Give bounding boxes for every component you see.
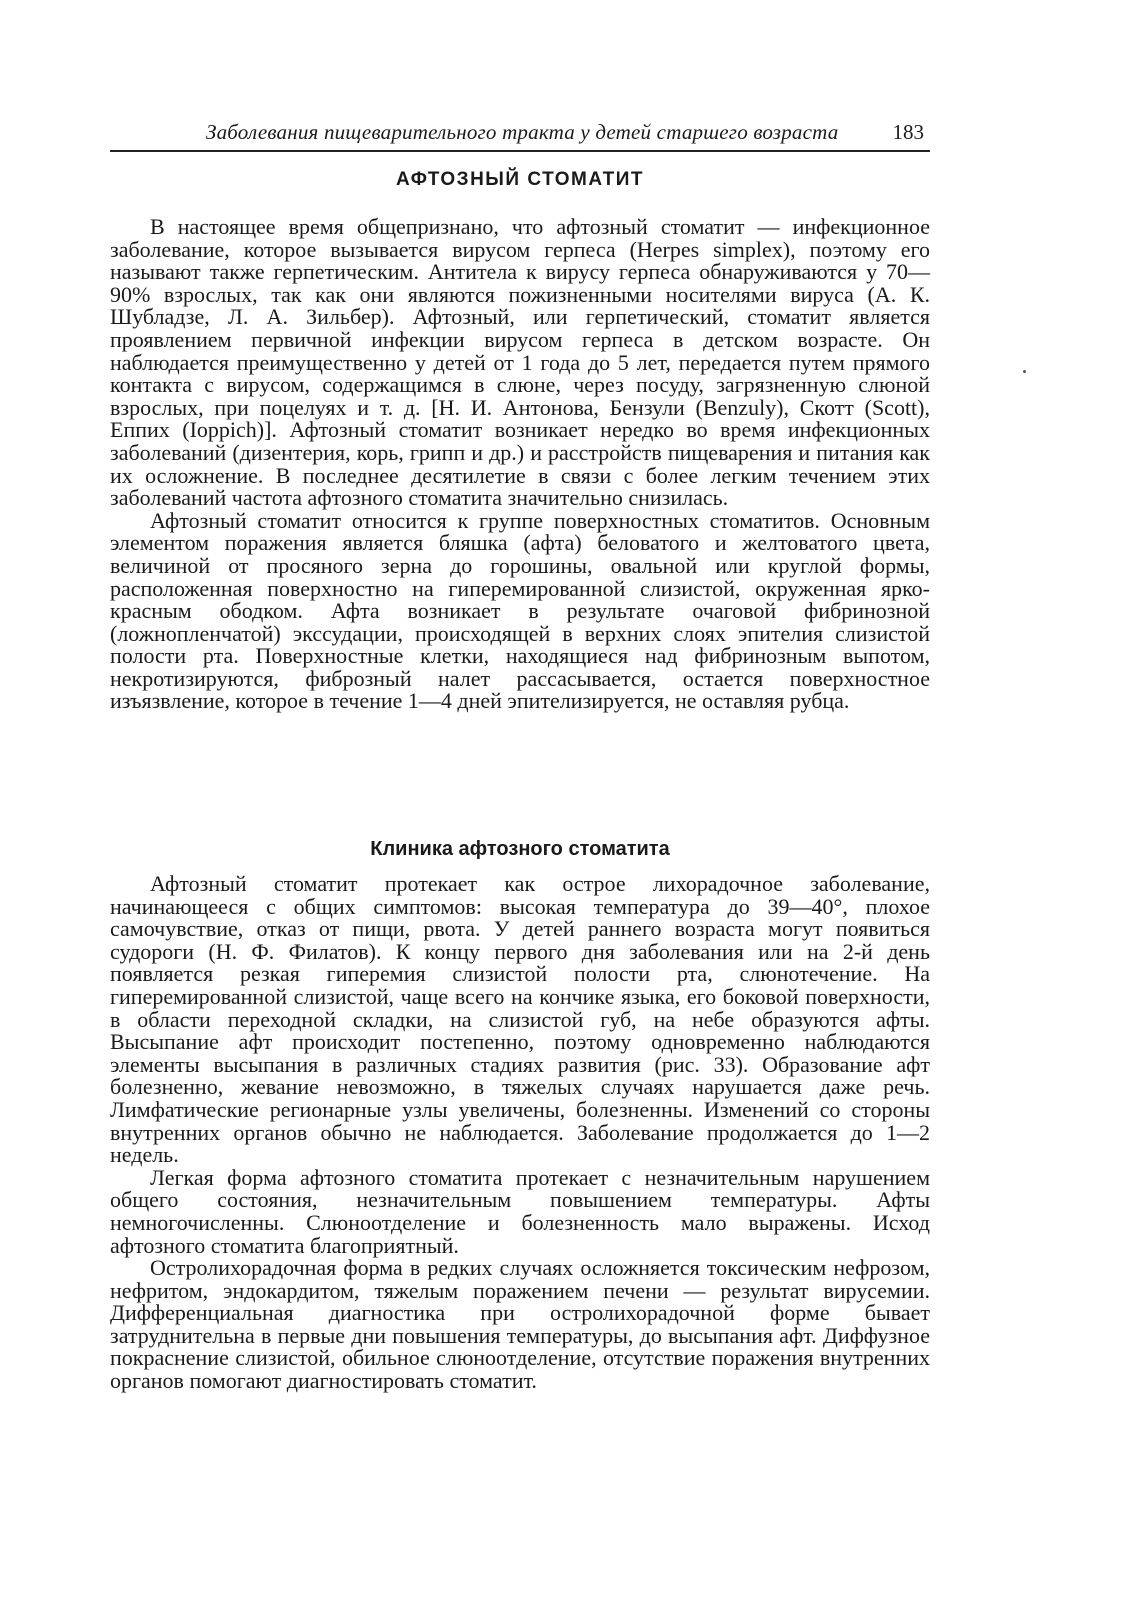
paragraph: Остролихорадочная форма в редких случаях осложняется токсическим нефрозом, нефритом, эндокардитом, тяжелым поражением печени — результат вирусемии. Дифференциальная диагностика при остролихорадочной форме бывает затруднительна в первые дни повышения температуры, до высыпания афт. Диффузное покраснение слизистой, обильное слюноотделение, отсутствие поражения внутренних органов помогают диагностировать стоматит.: [110, 1255, 930, 1394]
paragraph: Афтозный стоматит относится к группе поверхностных стоматитов. Основным элементом поражения является бляшка (афта) беловатого и желтоватого цвета, величиной от просяного зерна до горошины, овальной или круглой формы, расположенная поверхностно на гиперемированной слизистой, окруженная ярко-красным ободком. Афта возникает в результате очаговой фибринозной (ложнопленчатой) экссудации, происходящей в верхних слоях эпителия слизистой полости рта. Поверхностные клетки, находящиеся над фибринозным выпотом, некротизируются, фиброзный налет рассасывается, остается поверхностное изъязвление, которое в течение 1—4 дней эпителизируется, не оставляя рубца.: [110, 507, 930, 714]
running-head: [110, 118, 930, 152]
print-speck: [1023, 370, 1026, 373]
paragraph: Легкая форма афтозного стоматита протекает с незначительным нарушением общего состояния, незначительным повышением температуры. Афты немногочисленны. Слюноотделение и болезненность мало выражены. Исход афтозного стоматита благоприятный.: [110, 1164, 930, 1258]
paragraph: Афтозный стоматит протекает как острое лихорадочное заболевание, начинающееся с общих симптомов: высокая температура до 39—40°, плохое самочувствие, отказ от пищи, рвота. У детей раннего возраста могут появиться судороги (Н. Ф. Филатов). К концу первого дня заболевания или на 2-й день появляется резкая гиперемия слизистой полости рта, слюнотечение. На гиперемированной слизистой, чаще всего на кончике языка, его боковой поверхности, в области переходной складки, на слизистой губ, на небе образуются афты. Высыпание афт происходит постепенно, поэтому одновременно наблюдаются элементы высыпания в различных стадиях развития (рис. 33). Образование афт болезненно, жевание невозможно, в тяжелых случаях нарушается даже речь. Лимфатические регионарные узлы увеличены, болезненны. Изменений со стороны внутренних органов обычно не наблюдается. Заболевание продолжается до 1—2 недель.: [110, 871, 930, 1168]
paragraph: В настоящее время общепризнано, что афтозный стоматит — инфекционное заболевание, которое вызывается вирусом герпеса (Herpes simplex), поэтому его называют также герпетическим. Антитела к вирусу герпеса обнаруживаются у 70—90% взрослых, так как они являются пожизненными носителями вируса (А. К. Шубладзе, Л. А. Зильбер). Афтозный, или герпетический, стоматит является проявлением первичной инфекции вирусом герпеса в детском возрасте. Он наблюдается преимущественно у детей от 1 года до 5 лет, передается путем прямого контакта с вирусом, содержащимся в слюне, через посуду, загрязненную слюной взрослых, при поцелуях и т. д. [Н. И. Антонова, Бензули (Benzuly), Скотт (Scott), Еппих (Ioppich)]. Афтозный стоматит возникает нередко во время инфекционных заболеваний (дизентерия, корь, грипп и др.) и расстройств пищеварения и питания как их осложнение. В последнее десятилетие в связи с более легким течением этих заболеваний частота афтозного стоматита значительно снизилась.: [110, 214, 930, 511]
section-title: АФТОЗНЫЙ СТОМАТИТ: [396, 169, 644, 190]
subsection-title: Клиника афтозного стоматита: [370, 838, 670, 860]
section-body: [110, 216, 930, 713]
page-number: 183: [892, 120, 924, 144]
running-title: Заболевания пищеварительного тракта у детей старшего возраста: [206, 120, 839, 144]
subsection-body: [110, 873, 930, 1393]
